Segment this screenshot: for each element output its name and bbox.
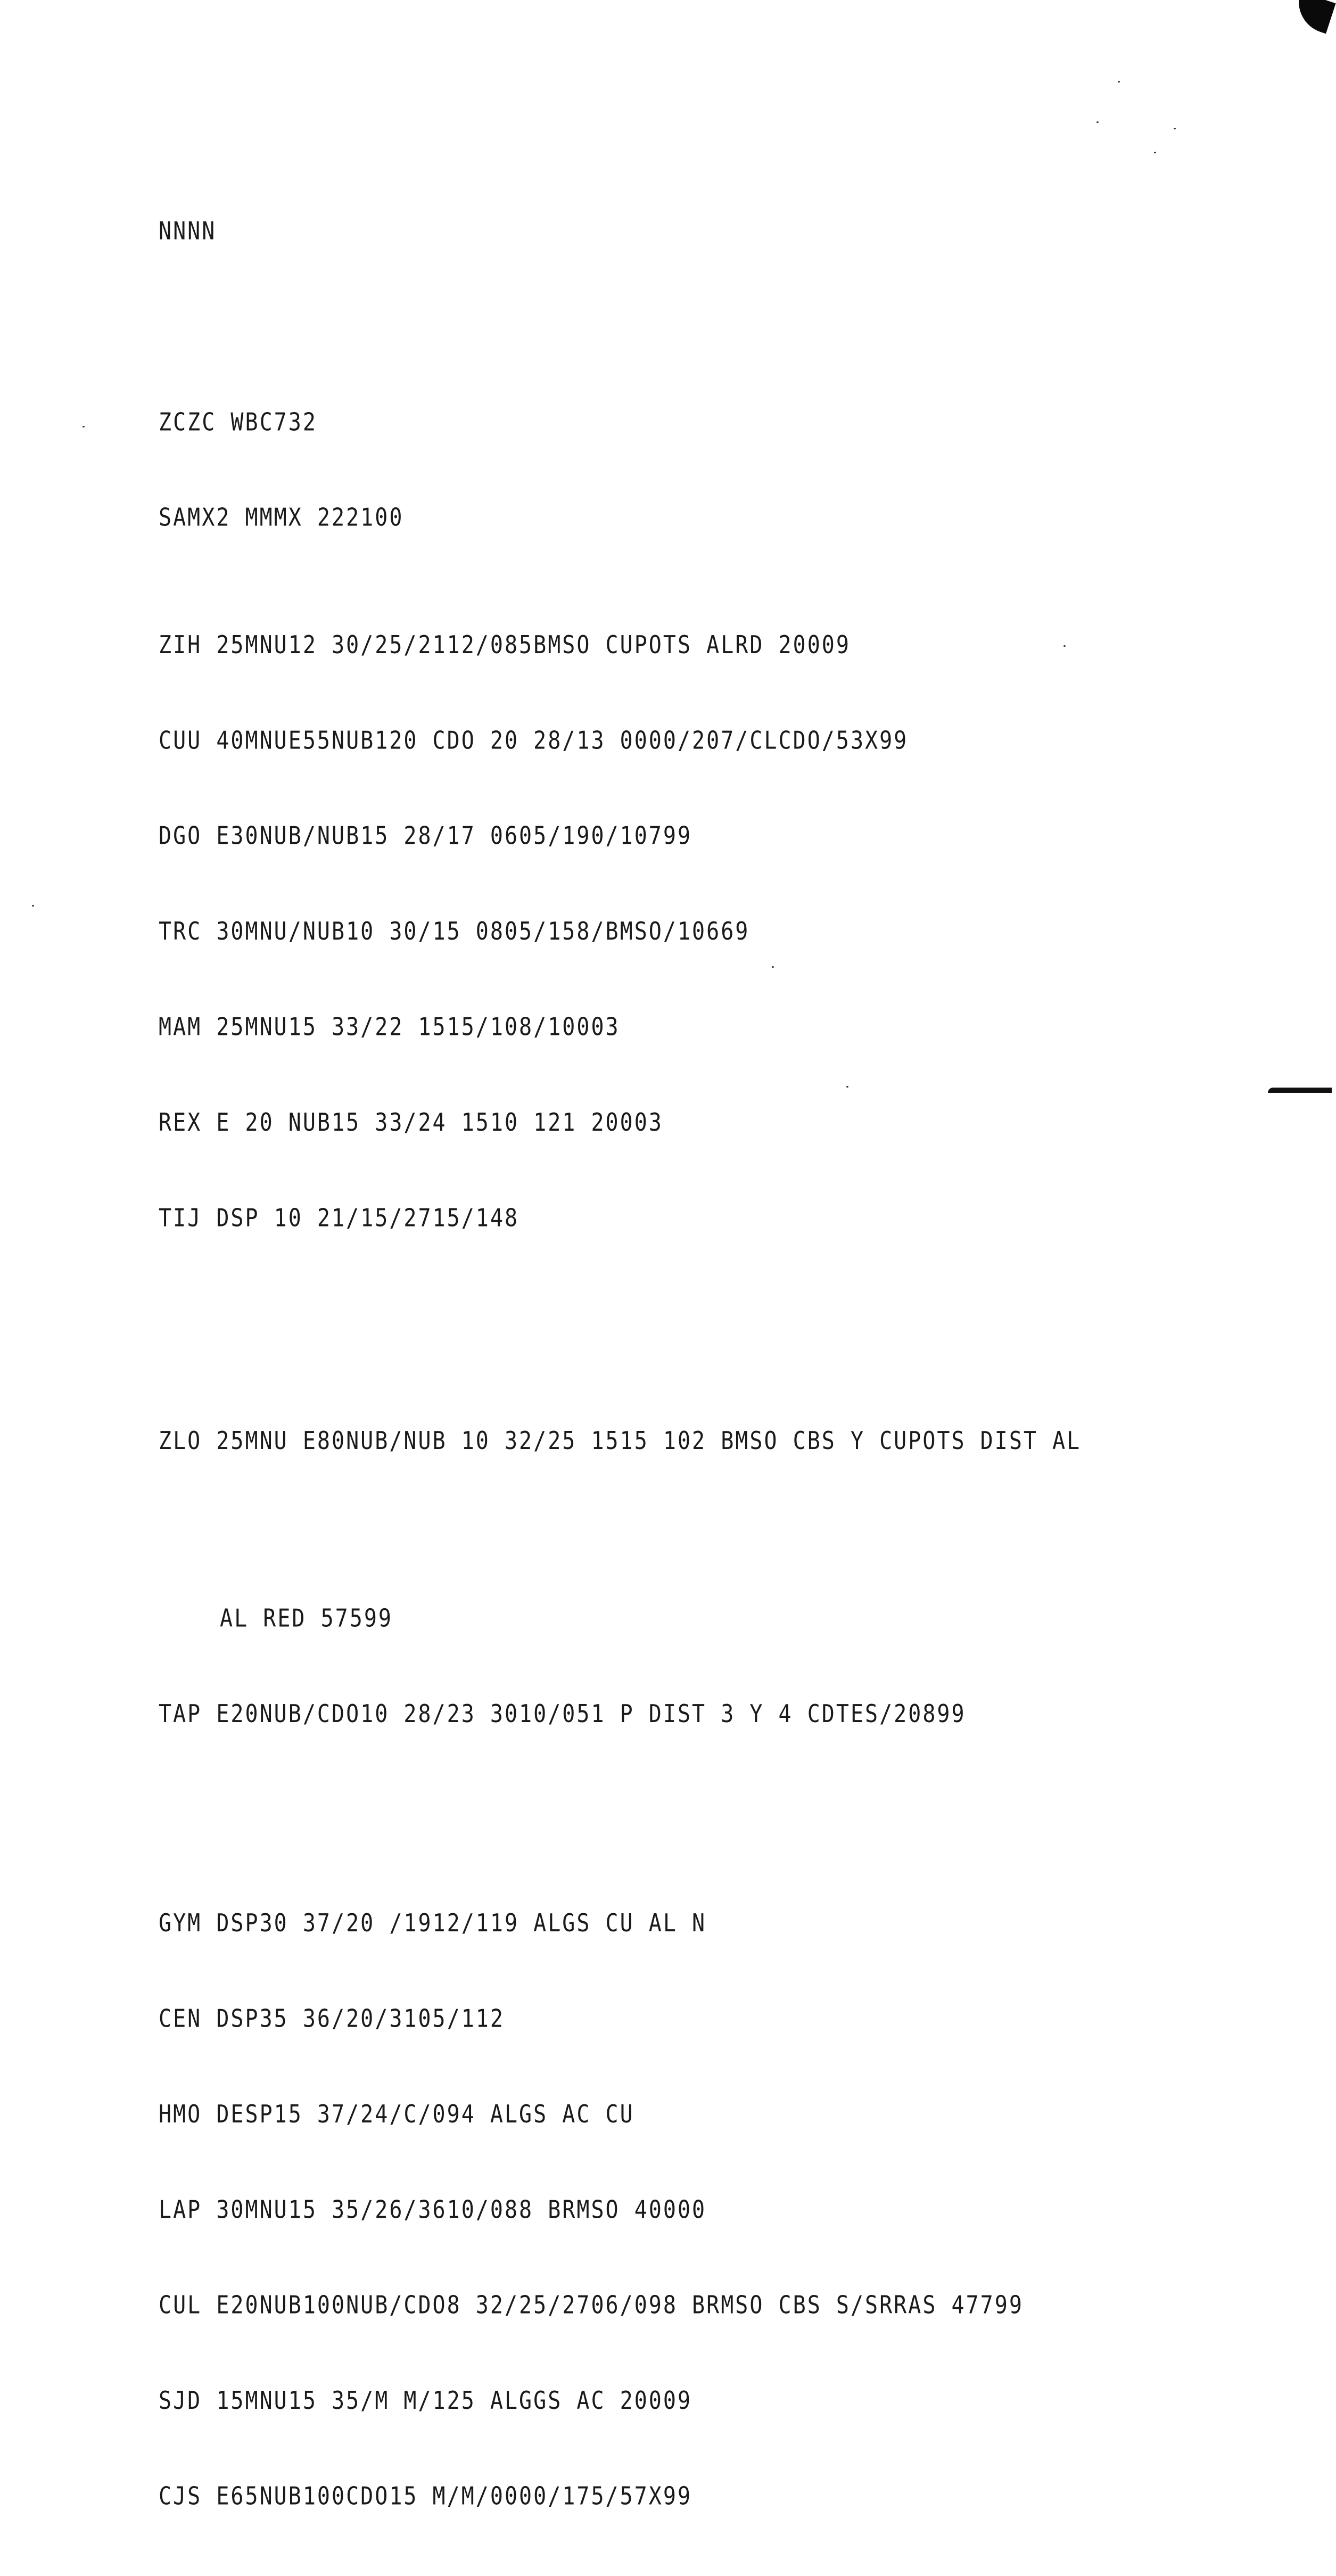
station-report-line: ZLO 25MNU E80NUB/NUB 10 32/25 1515 102 BMSO CBS Y CUPOTS DIST AL	[159, 1427, 1082, 1455]
station-report-line: MAM 25MNU15 33/22 1515/108/10003	[159, 1013, 620, 1041]
station-report-line: SJD 15MNU15 35/M M/125 ALGGS AC 20009	[159, 2386, 692, 2415]
speck	[1118, 81, 1120, 83]
header-line: ZCZC WBC732	[159, 408, 317, 437]
station-report-line: LAP 30MNU15 35/26/3610/088 BRMSO 40000	[159, 2195, 707, 2224]
speck	[1154, 152, 1156, 153]
bottom-edge-mark	[1268, 1088, 1332, 1093]
station-report-line: DGO E30NUB/NUB15 28/17 0605/190/10799	[159, 822, 692, 851]
station-report-line: TIJ DSP 10 21/15/2715/148	[159, 1204, 519, 1232]
spacer	[159, 311, 1081, 343]
station-report-line: CEN DSP35 36/20/3105/112	[159, 2005, 505, 2033]
spacer	[159, 1520, 1081, 1539]
header-line: SAMX2 MMMX 222100	[159, 504, 404, 532]
station-report-line: TRC 30MNU/NUB10 30/15 0805/158/BMSO/10669	[159, 917, 750, 946]
spacer	[159, 1825, 1081, 1844]
station-report-line: HMO DESP15 37/24/C/094 ALGS AC CU	[159, 2100, 634, 2129]
station-report-continuation: AL RED 57599	[220, 1604, 393, 1633]
station-report-line: CUU 40MNUE55NUB120 CDO 20 28/13 0000/207/CLCDO/53X99	[159, 726, 909, 755]
header-top-line: NNNN	[159, 217, 217, 245]
station-report-line: GYM DSP30 37/20 /1912/119 ALGS CU AL N	[159, 1909, 707, 1938]
corner-ink-blot	[1290, 0, 1335, 34]
weather-teletype-message	[159, 152, 1081, 2576]
speck	[83, 426, 85, 427]
station-report-line: TAP E20NUB/CDO10 28/23 3010/051 P DIST 3 Y 4 CDTES/20899	[159, 1700, 966, 1729]
spacer	[159, 1330, 1081, 1362]
speck	[1096, 121, 1099, 123]
station-report-line: CJS E65NUB100CDO15 M/M/0000/175/57X99	[159, 2482, 692, 2511]
speck	[32, 905, 34, 907]
speck	[1174, 128, 1176, 129]
station-report-line: ZIH 25MNU12 30/25/2112/085BMSO CUPOTS ALRD 20009	[159, 631, 851, 660]
station-report-line: REX E 20 NUB15 33/24 1510 121 20003	[159, 1108, 663, 1137]
station-report-line: CUL E20NUB100NUB/CDO8 32/25/2706/098 BRMSO CBS S/SRRAS 47799	[159, 2291, 1024, 2320]
